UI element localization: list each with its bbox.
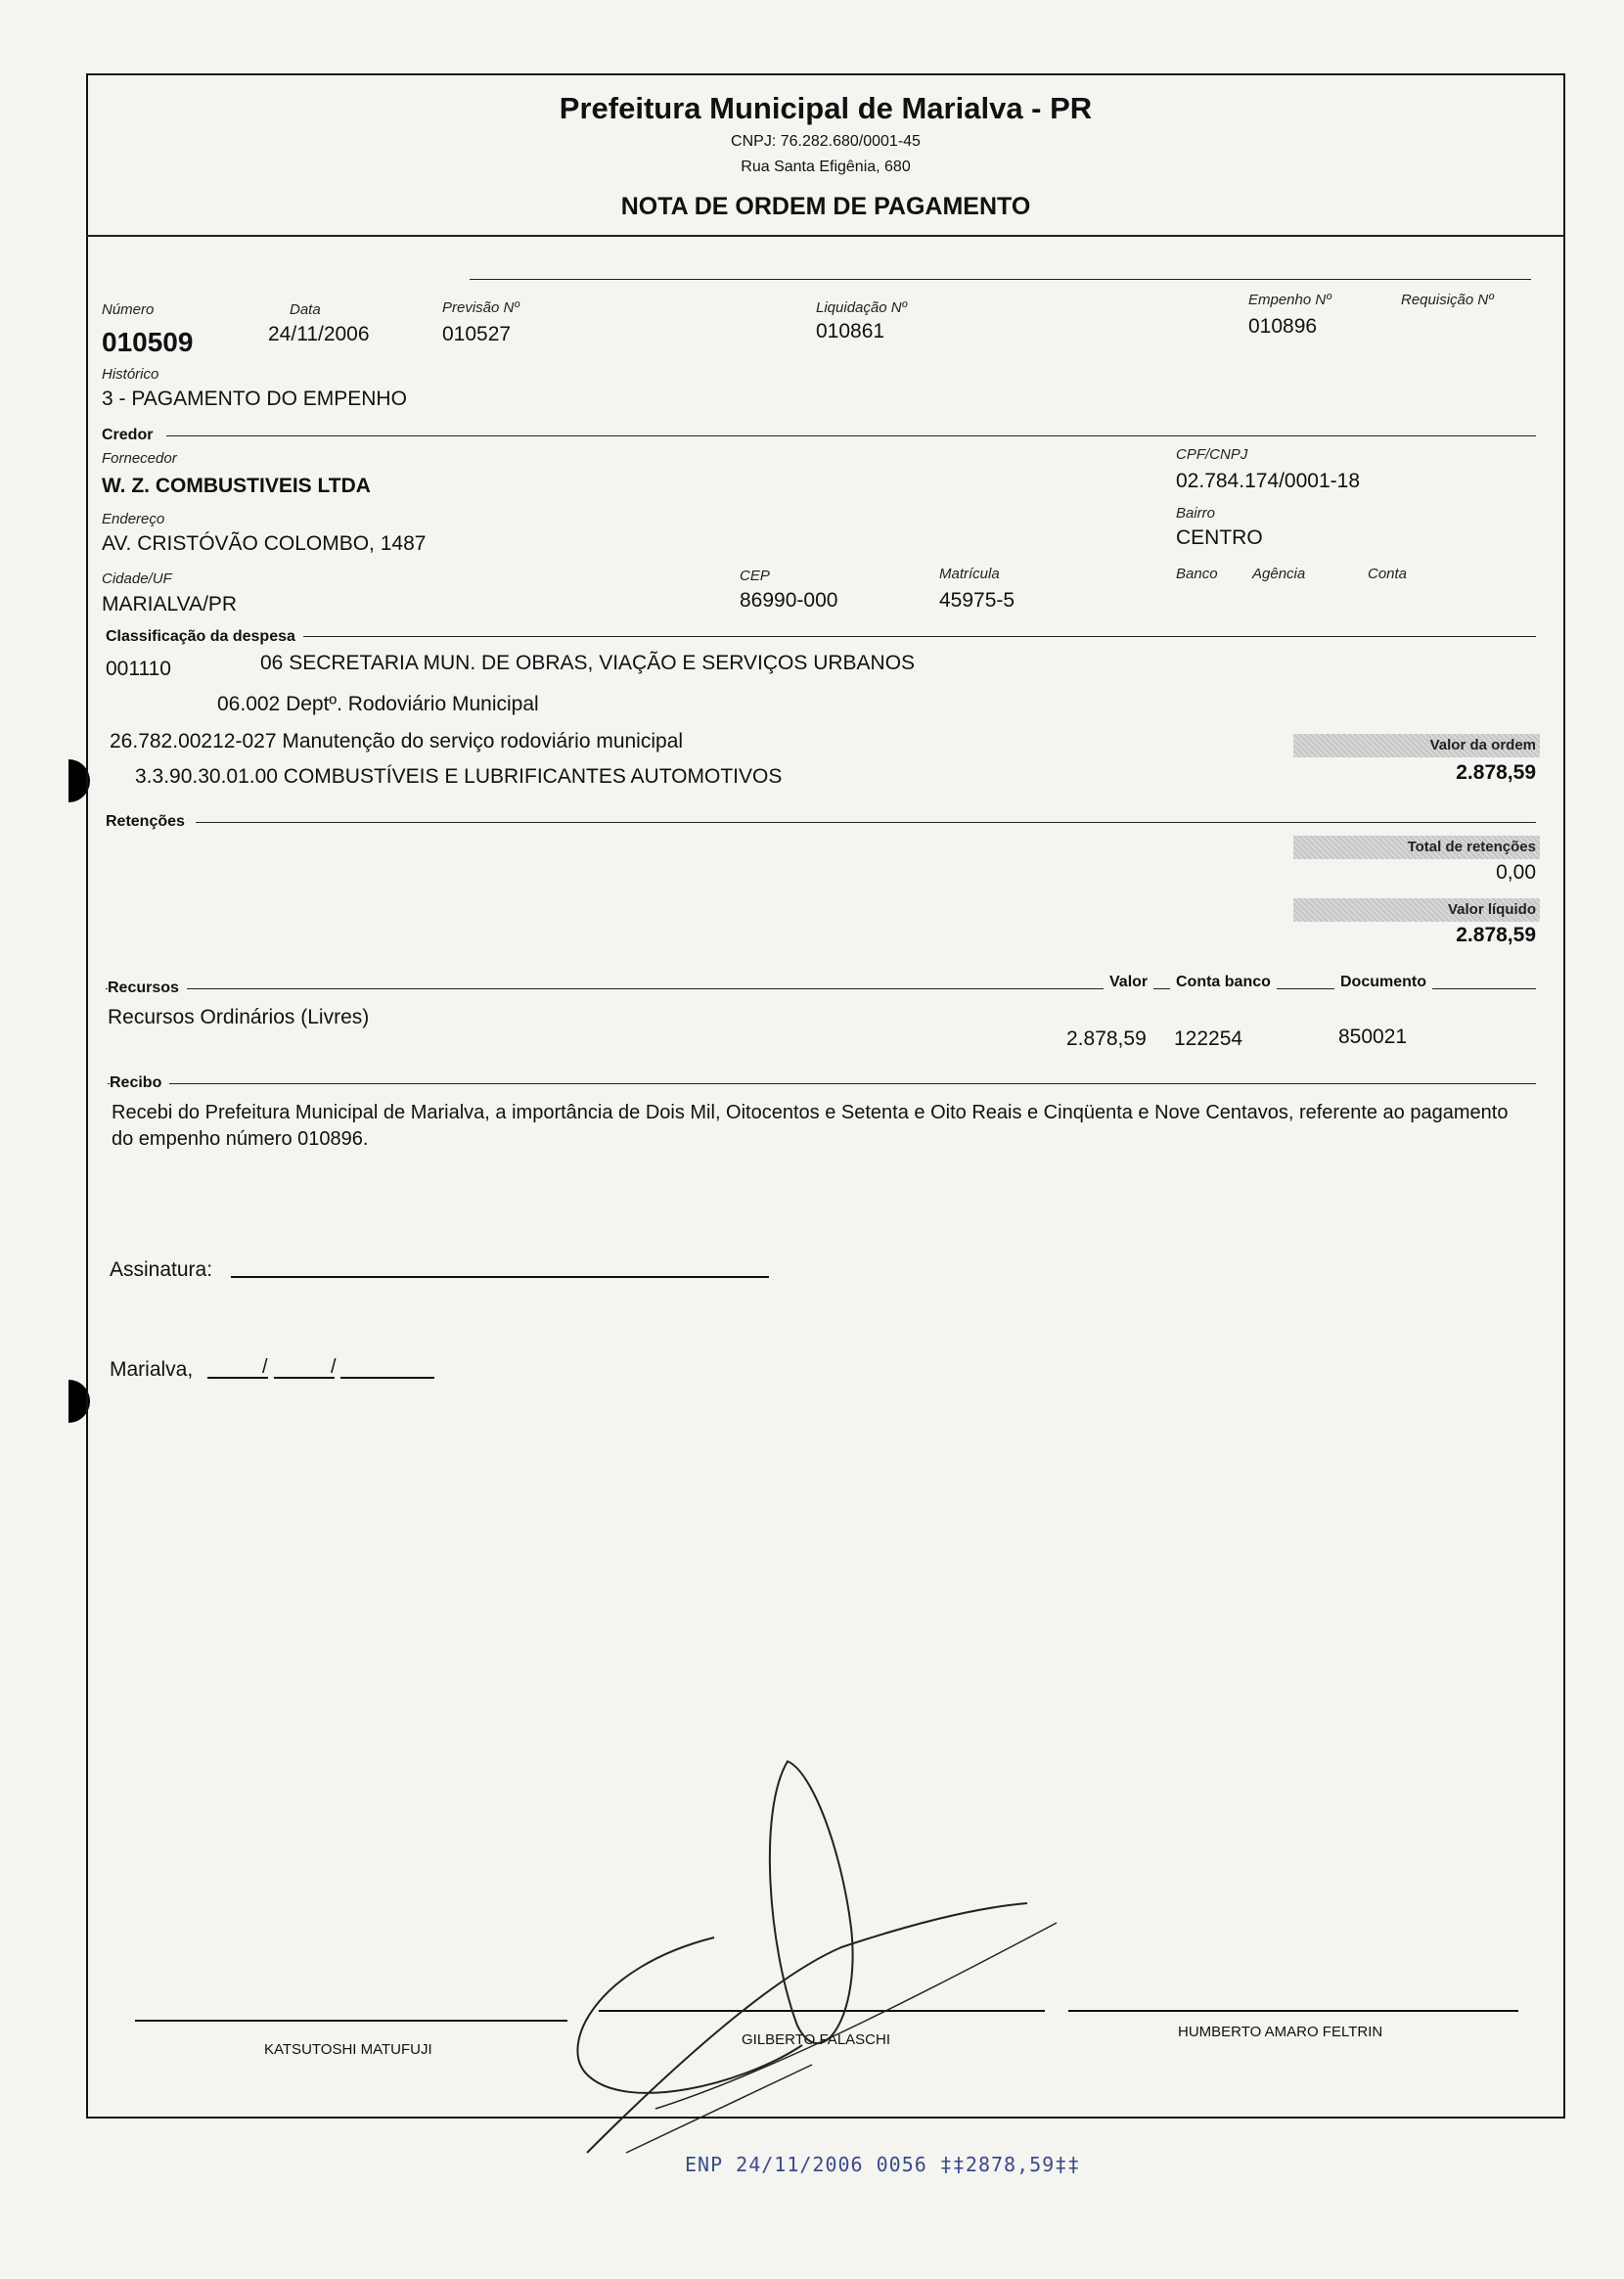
valor-liquido-value: 2.878,59 [1456,924,1536,946]
banco-label: Banco [1176,566,1218,582]
recursos-documento: 850021 [1338,1026,1408,1048]
liquidacao-label: Liquidação Nº [816,299,908,316]
recibo-section-label: Recibo [110,1074,169,1092]
requisicao-label: Requisição Nº [1401,292,1494,308]
cep-label: CEP [740,568,770,584]
fornecedor-value: W. Z. COMBUSTIVEIS LTDA [102,475,371,497]
signatory-1: KATSUTOSHI MATUFUJI [264,2041,432,2058]
handwritten-signature [548,1752,1135,2163]
historico-value: 3 - PAGAMENTO DO EMPENHO [102,387,407,410]
valor-ordem-value: 2.878,59 [1456,761,1536,784]
date-slash-1: / [262,1356,268,1378]
data-label: Data [290,301,321,318]
numero-label: Número [102,301,155,318]
signatory-2: GILBERTO FALASCHI [742,2031,890,2048]
recibo-text: Recebi do Prefeitura Municipal de Marialva, a importância de Dois Mil, Oitocentos e Setenta e Oito Reais e Cinqüenta e Nove Centavos, referente ao pagamento do empenho número 010896. [112,1102,1509,1150]
valor-liquido-label: Valor líquido [1293,898,1540,922]
classificacao-code: 001110 [106,658,171,680]
classificacao-rule [293,636,1536,637]
recursos-col-valor: Valor [1104,974,1153,991]
recursos-conta: 122254 [1174,1027,1243,1050]
previsao-value: 010527 [442,323,512,345]
total-retencoes-label: Total de retenções [1293,836,1540,859]
endereco-label: Endereço [102,511,165,527]
signatory-3: HUMBERTO AMARO FELTRIN [1178,2024,1383,2040]
document-type-title: NOTA DE ORDEM DE PAGAMENTO [620,193,1031,220]
assinatura-line [231,1276,769,1278]
bairro-value: CENTRO [1176,526,1263,549]
date-month-line [274,1377,335,1379]
cep-value: 86990-000 [740,589,838,612]
date-year-line [340,1377,434,1379]
classificacao-elemento: 3.3.90.30.01.00 COMBUSTÍVEIS E LUBRIFICANTES AUTOMOTIVOS [135,765,783,788]
cidade-value: MARIALVA/PR [102,593,238,615]
recibo-rule [108,1083,1536,1084]
recursos-section-label: Recursos [108,980,187,997]
total-retencoes-value: 0,00 [1496,861,1536,884]
local-date-label: Marialva, [110,1358,194,1381]
conta-label: Conta [1368,566,1408,582]
numero-value: 010509 [102,327,194,357]
historico-label: Histórico [102,366,159,383]
assinatura-label: Assinatura: [110,1258,213,1281]
recursos-name: Recursos Ordinários (Livres) [108,1006,370,1028]
empenho-label: Empenho Nº [1248,292,1331,308]
previsao-label: Previsão Nº [442,299,519,316]
matricula-value: 45975-5 [939,589,1015,612]
recursos-rule [106,988,1536,989]
agencia-label: Agência [1252,566,1306,582]
signature-line-3 [1068,2010,1518,2012]
retencoes-section-label: Retenções [106,813,193,831]
ids-top-rule [470,279,1531,280]
cidade-label: Cidade/UF [102,570,172,587]
liquidacao-value: 010861 [816,320,885,342]
date-slash-2: / [331,1356,337,1378]
bairro-label: Bairro [1176,505,1216,522]
cnpj-line: CNPJ: 76.282.680/0001-45 [731,133,921,150]
page-title: Prefeitura Municipal de Marialva - PR [559,91,1093,125]
authentication-stamp: ENP 24/11/2006 0056 ‡‡2878,59‡‡ [685,2153,1081,2176]
recursos-valor: 2.878,59 [1066,1027,1147,1050]
date-day-line [207,1377,268,1379]
header-divider [86,235,1565,237]
classificacao-departamento: 06.002 Deptº. Rodoviário Municipal [217,693,539,715]
signature-line-1 [135,2020,567,2022]
valor-ordem-label: Valor da ordem [1293,734,1540,757]
classificacao-programa: 26.782.00212-027 Manutenção do serviço rodoviário municipal [110,730,684,752]
matricula-label: Matrícula [939,566,1000,582]
recursos-col-documento: Documento [1334,974,1432,991]
classificacao-secretaria: 06 SECRETARIA MUN. DE OBRAS, VIAÇÃO E SERVIÇOS URBANOS [260,652,916,674]
credor-section-label: Credor [102,427,160,444]
credor-rule [166,435,1536,436]
data-value: 24/11/2006 [268,323,370,345]
cpf-cnpj-label: CPF/CNPJ [1176,446,1248,463]
recursos-col-conta: Conta banco [1170,974,1277,991]
classificacao-section-label: Classificação da despesa [106,628,303,646]
empenho-value: 010896 [1248,315,1318,338]
retencoes-rule [196,822,1536,823]
endereco-value: AV. CRISTÓVÃO COLOMBO, 1487 [102,532,427,555]
cpf-cnpj-value: 02.784.174/0001-18 [1176,470,1361,492]
address-line: Rua Santa Efigênia, 680 [741,159,911,175]
fornecedor-label: Fornecedor [102,450,177,467]
